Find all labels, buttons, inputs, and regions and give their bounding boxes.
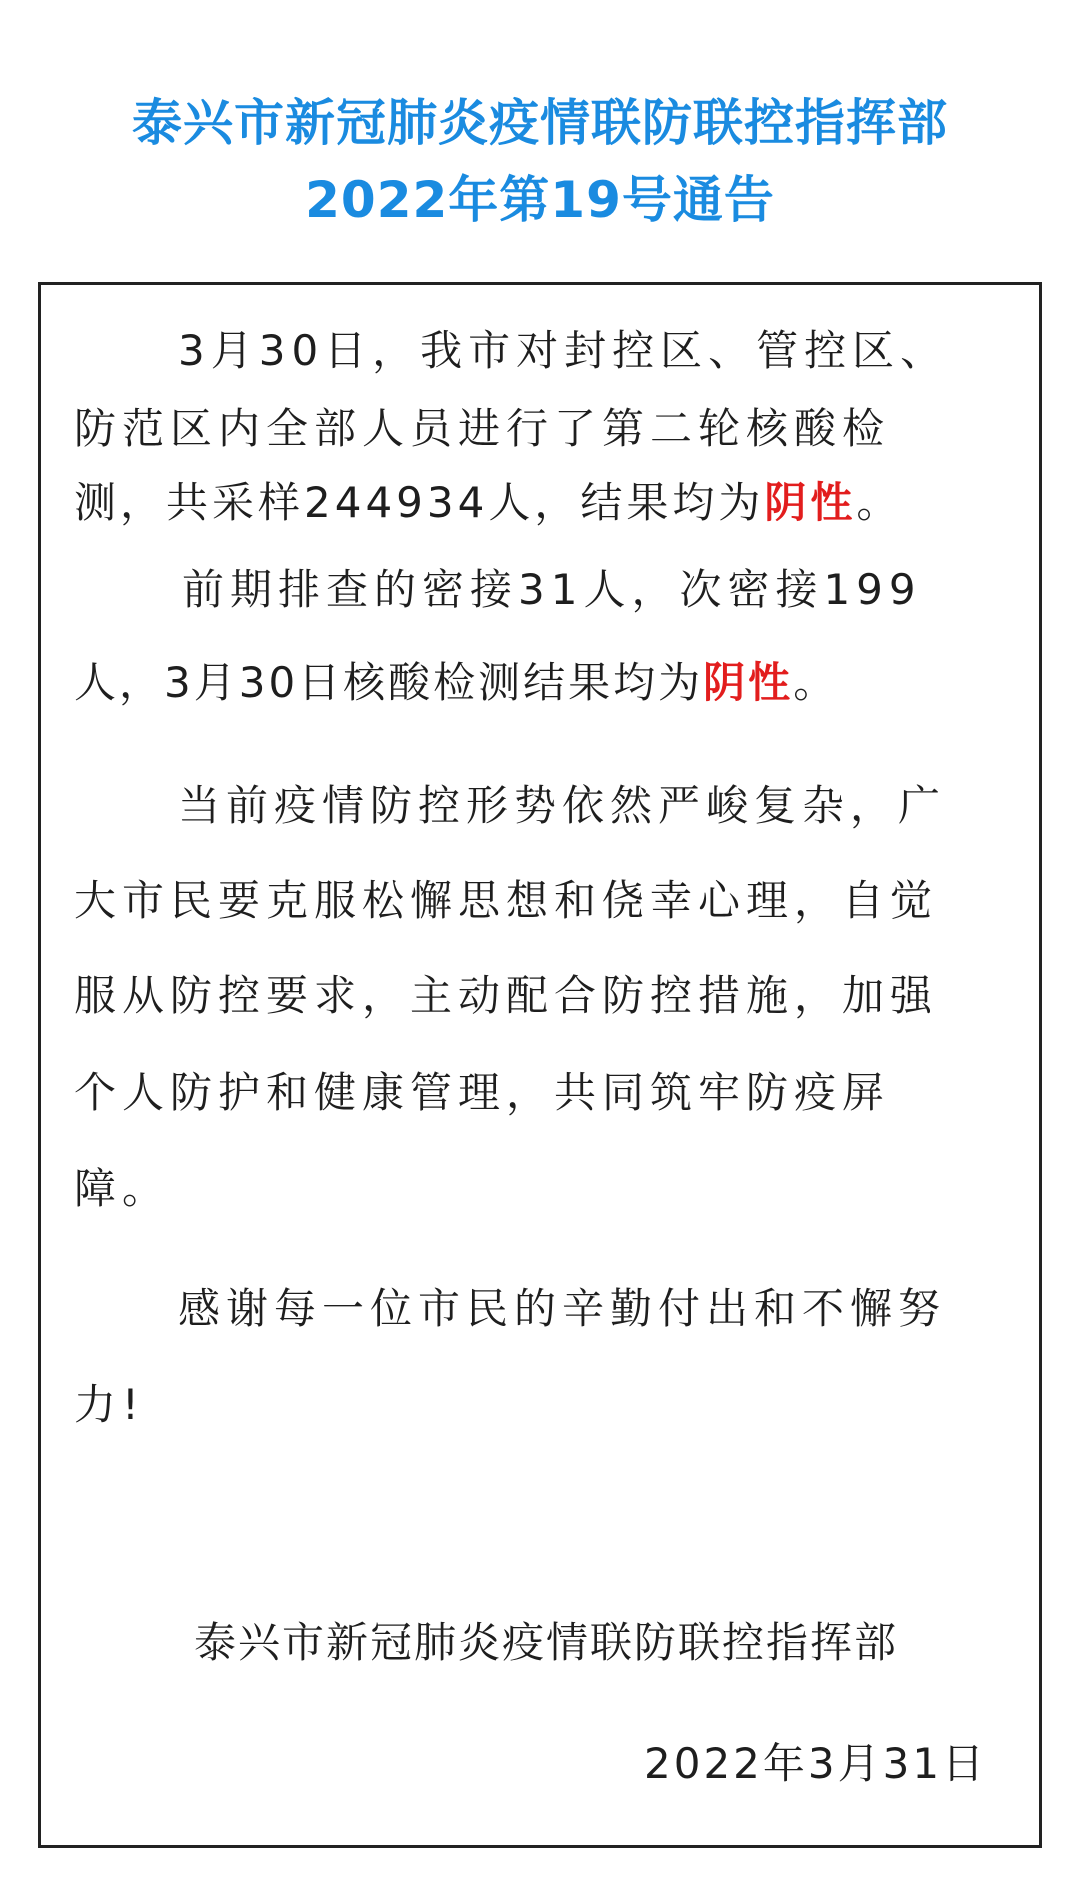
p2-line-2-text: 人，3月30日核酸检测结果均为 [74, 658, 704, 707]
p2-line-1: 前期排查的密接31人，次密接199 [182, 565, 922, 614]
p4-line-1: 感谢每一位市民的辛勤付出和不懈努 [178, 1284, 947, 1333]
p3-line-1: 当前疫情防控形势依然严峻复杂，广 [178, 781, 947, 830]
issue-date: 2022年3月31日 [644, 1739, 988, 1788]
p1-line-3 [74, 478, 903, 527]
notice-title-number: 2022年第19号通告 [305, 171, 775, 229]
p1-line-3-end: 。 [856, 478, 903, 527]
negative-result-highlight: 阴性 [703, 658, 794, 707]
p4-line-2: 力! [74, 1380, 145, 1429]
p1-line-3-text: 测，共采样244934人，结果均为 [74, 478, 765, 527]
p3-line-2: 大市民要克服松懈思想和侥幸心理，自觉 [74, 876, 939, 925]
p3-line-4: 个人防护和健康管理，共同筑牢防疫屏 [74, 1068, 891, 1117]
p1-line-1: 3月30日，我市对封控区、管控区、 [178, 326, 949, 375]
negative-result-highlight: 阴性 [764, 478, 857, 527]
p3-line-3: 服从防控要求，主动配合防控措施，加强 [74, 971, 939, 1020]
signature-issuer: 泰兴市新冠肺炎疫情联防联控指挥部 [194, 1618, 899, 1667]
p1-line-2: 防范区内全部人员进行了第二轮核酸检 [74, 404, 891, 453]
p2-line-2 [74, 658, 839, 707]
p2-line-2-end: 。 [793, 658, 839, 707]
notice-title-issuer: 泰兴市新冠肺炎疫情联防联控指挥部 [132, 94, 948, 152]
p3-line-5: 障。 [74, 1164, 171, 1213]
